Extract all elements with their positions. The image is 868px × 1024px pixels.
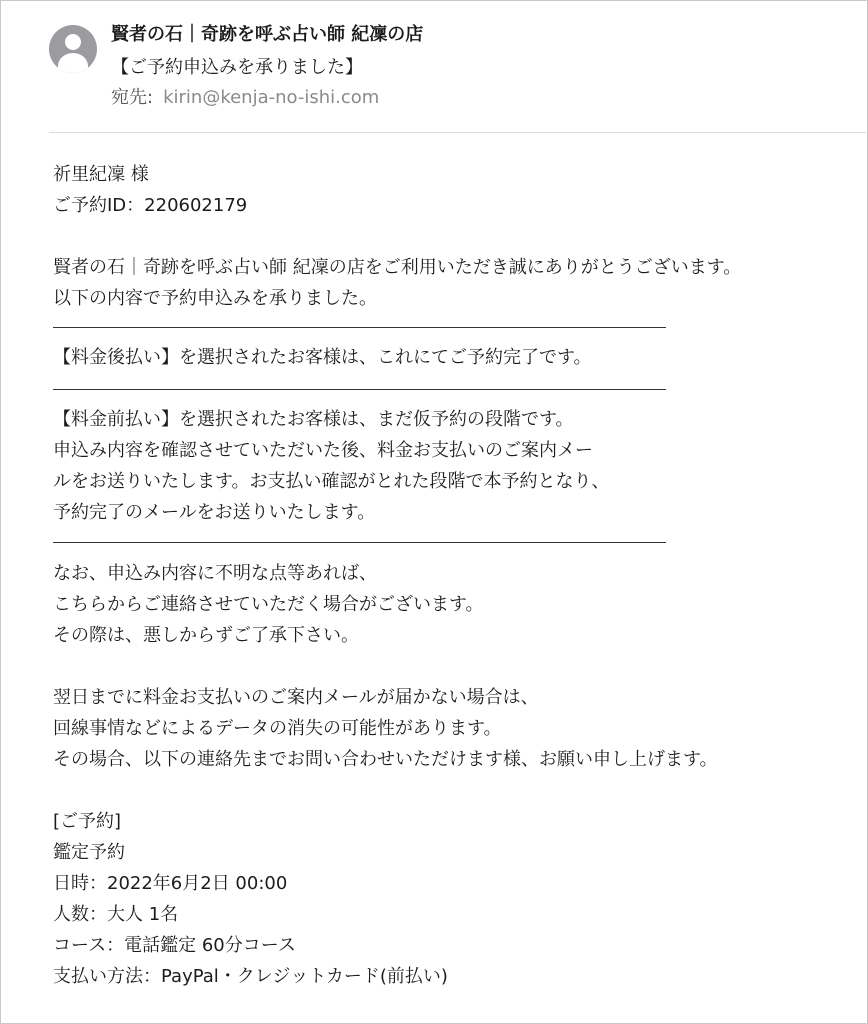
greeting: 祈里紀凜 様	[53, 164, 149, 185]
reservation-type: 鑑定予約	[53, 842, 125, 863]
reservation-datetime: 日時：2022年6月2日 00:00	[53, 873, 288, 894]
divider-line	[53, 542, 666, 543]
divider-line	[53, 389, 666, 390]
reservation-id: ご予約ID：220602179	[53, 195, 248, 216]
thanks-message: 賢者の石｜奇跡を呼ぶ占い師 紀凜の店をご利用いただき誠にありがとうございます。	[53, 257, 742, 278]
person-avatar-icon	[49, 25, 97, 73]
email-subject: 【ご予約申込みを承りました】	[111, 57, 363, 78]
prepay-line: 【料金前払い】を選択されたお客様は、まだ仮予約の段階です。	[53, 409, 574, 430]
recipient-address[interactable]: kirin@kenja-no-ishi.com	[163, 87, 380, 108]
avatar-body	[58, 53, 88, 73]
contact-line: なお、申込み内容に不明な点等あれば、	[53, 563, 377, 584]
recipient-label: 宛先:	[111, 87, 154, 108]
postpay-notice: 【料金後払い】を選択されたお客様は、これにてご予約完了です。	[53, 347, 592, 368]
prepay-line: 予約完了のメールをお送りいたします。	[53, 502, 376, 523]
missing-mail-line: 翌日までに料金お支払いのご案内メールが届かない場合は、	[53, 687, 539, 708]
contact-line: こちらからご連絡させていただく場合がございます。	[53, 594, 484, 615]
contact-line: その際は、悪しからずご了承下さい。	[53, 625, 359, 646]
missing-mail-line: 回線事情などによるデータの消失の可能性があります。	[53, 718, 502, 739]
reservation-course: コース：電話鑑定 60分コース	[53, 935, 296, 956]
prepay-line: 申込み内容を確認させていただいた後、料金お支払いのご案内メー	[53, 440, 593, 461]
email-header	[0, 0, 868, 133]
recipient-row	[111, 85, 379, 111]
accepted-message: 以下の内容で予約申込みを承りました。	[53, 288, 377, 309]
avatar-head	[65, 34, 81, 50]
divider-line	[53, 327, 666, 328]
reservation-section-title: [ご予約]	[53, 811, 122, 832]
sender-name: 賢者の石｜奇跡を呼ぶ占い師 紀凜の店	[111, 24, 424, 45]
header-divider	[49, 132, 868, 133]
reservation-people: 人数：大人 1名	[53, 904, 179, 925]
reservation-payment-method: 支払い方法：PayPal・クレジットカード(前払い)	[53, 966, 448, 987]
prepay-line: ルをお送りいたします。お支払い確認がとれた段階で本予約となり、	[53, 471, 610, 492]
missing-mail-line: その場合、以下の連絡先までお問い合わせいただけます様、お願い申し上げます。	[53, 749, 718, 770]
